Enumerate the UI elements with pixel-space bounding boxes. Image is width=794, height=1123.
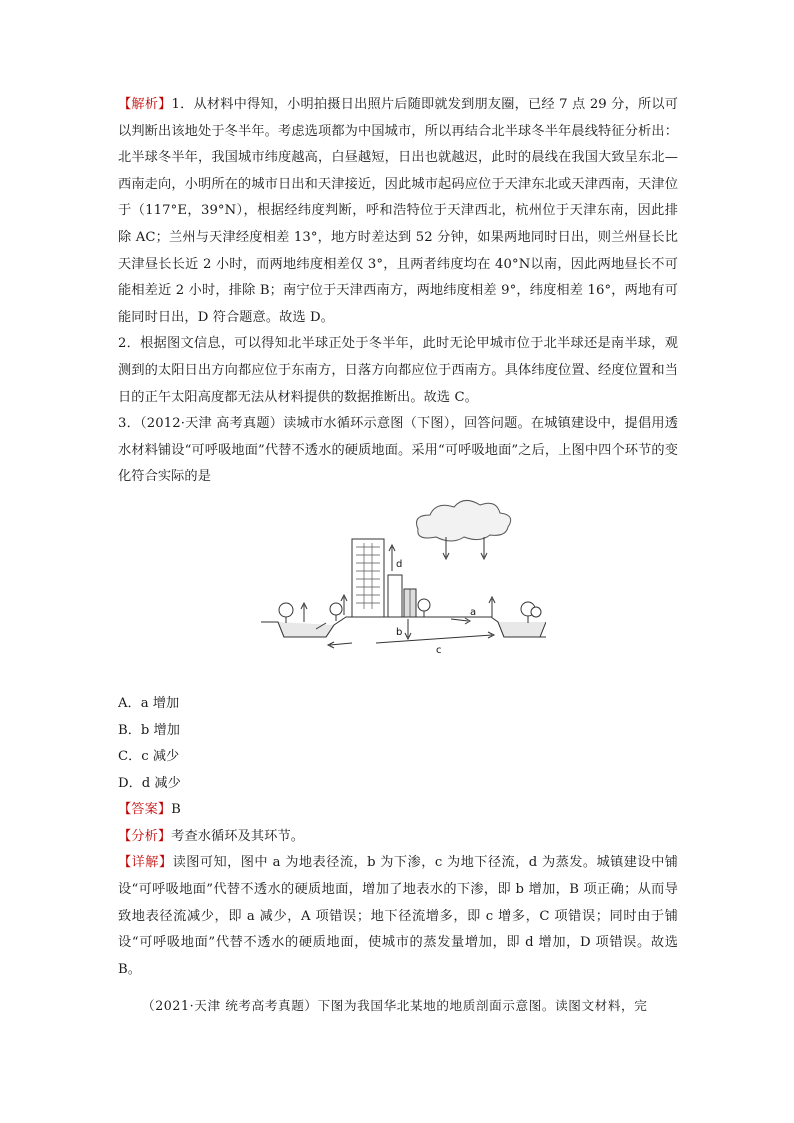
label-a: a bbox=[470, 606, 477, 618]
analysis2-tag: 【分析】 bbox=[118, 828, 172, 844]
document-page bbox=[118, 92, 678, 983]
analysis-text-1: 1．从材料中得知，小明拍摄日出照片后随即就发到朋友圈，已经 7 点 29 分，所以可以判断出该地处于冬半年。考虑选项都为中国城市，所以再结合北半球冬半年晨线特征分析出：北半球冬半年，我国城市纬度越高，白昼越短，日出也就越迟，此时的晨线在我国大致呈东北—西南走向，小明所在的城市日出和天津接近，因此城市起码应位于天津东北或天津西南，天津位于（117°E，39°N），根据经纬度判断，呼和浩特位于天津西北，杭州位于天津东南，因此排除 AC；兰州与天津经度相差 13°，地方时差达到 52 分钟，如果两地同时日出，则兰州昼长比天津昼长长近 2 小时，而两地纬度相差仅 3°，且两者纬度均在 40°N以南，因此两地昼长不可能相差近 2 小时，排除 B；南宁位于天津西南方，两地纬度相差 9°，纬度相差 16°，两地有可能同时日出，D 符合题意。故选 D。 bbox=[118, 97, 678, 325]
detail-text: 读图可知，图中 a 为地表径流，b 为下渗，c 为地下径流，d 为蒸发。城镇建设中铺设“可呼吸地面”代替不透水的硬质地面，增加了地表水的下渗，即 b 增加，B 项正确；从而导致地表径流减少，即 a 减少，A 项错误；地下径流增多，即 c 增多，C 项错误；同时由于铺设“可呼吸地面”代替不透水的硬质地面，使城市的蒸发量增加，即 d 增加，D 项错误。故选 B。 bbox=[118, 855, 678, 977]
answer-value: B bbox=[171, 802, 181, 818]
option-b: B．b 增加 bbox=[118, 722, 180, 738]
tall-building bbox=[352, 539, 384, 617]
next-question-line: （2021·天津 统考高考真题）下图为我国华北某地的地质剖面示意图。读图文材料，完 bbox=[142, 998, 648, 1013]
city-water-cycle-diagram bbox=[256, 497, 546, 675]
answer-line bbox=[118, 797, 678, 824]
detail-tag: 【详解】 bbox=[118, 855, 173, 871]
analysis-paragraph-1 bbox=[118, 92, 678, 331]
label-b: b bbox=[396, 626, 403, 638]
option-c: C．c 减少 bbox=[118, 749, 180, 765]
label-d: d bbox=[396, 558, 403, 570]
tree-left bbox=[279, 603, 293, 623]
analysis2-line bbox=[118, 824, 678, 851]
analysis-paragraph-2: 2．根据图文信息，可以得知北半球正处于冬半年，此时无论甲城市位于北半球还是南半球，观测到的太阳日出方向都应位于东南方，日落方向都应位于西南方。具体纬度位置、经度位置和当日的正午太阳高度都无法从材料提供的数据推断出。故选 C。 bbox=[118, 336, 678, 405]
tree-mid bbox=[330, 603, 342, 621]
tree-right-1 bbox=[418, 599, 430, 617]
option-a: A．a 增加 bbox=[118, 695, 180, 711]
answer-tag: 【答案】 bbox=[118, 802, 172, 818]
tree-far-right bbox=[521, 602, 541, 623]
analysis2-text: 考查水循环及其环节。 bbox=[171, 828, 305, 844]
detail-paragraph bbox=[118, 850, 678, 983]
water-cycle-figure bbox=[118, 497, 678, 685]
option-d: D．d 减少 bbox=[118, 775, 181, 791]
mid-building bbox=[388, 575, 402, 617]
cloud-shape bbox=[417, 500, 511, 541]
label-c: c bbox=[436, 644, 442, 656]
question-stem: 3．（2012·天津 高考真题）读城市水循环示意图（下图），回答问题。在城镇建设中，提倡用透水材料铺设“可呼吸地面”代替不透水的硬质地面。采用“可呼吸地面”之后，上图中四个环节的变化符合实际的是 bbox=[118, 416, 678, 485]
analysis-tag: 【解析】 bbox=[118, 97, 172, 112]
